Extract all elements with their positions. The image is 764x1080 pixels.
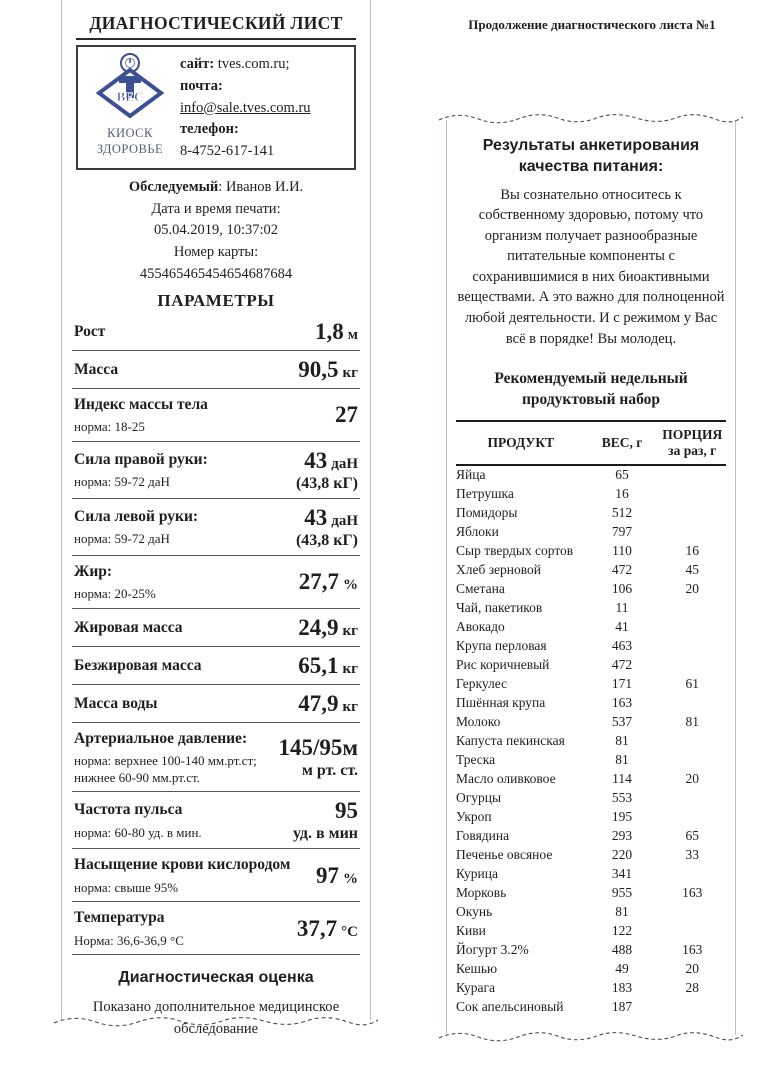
product-portion-cell bbox=[658, 694, 726, 713]
product-row bbox=[456, 542, 726, 561]
product-weight-cell: 293 bbox=[611, 827, 633, 843]
parameter-row bbox=[72, 499, 360, 556]
product-portion-cell bbox=[658, 618, 726, 637]
parameter-value: 43 bbox=[304, 504, 328, 530]
phone-value: 8-4752-617-141 bbox=[180, 143, 275, 159]
parameter-unit: % bbox=[343, 870, 358, 887]
product-portion-cell bbox=[658, 903, 726, 922]
parameter-value-line bbox=[315, 319, 358, 345]
assessment-text: Показано дополнительное медицинское обследование bbox=[92, 999, 340, 1037]
parameter-label: Частота пульса bbox=[74, 801, 183, 819]
parameter-left bbox=[74, 322, 315, 341]
product-row bbox=[456, 827, 726, 846]
product-portion-cell: 28 bbox=[685, 979, 699, 995]
product-weight-cell: 463 bbox=[611, 638, 633, 654]
product-weight-cell: 81 bbox=[615, 903, 629, 919]
recommendation-title-line1: Рекомендуемый недельный bbox=[494, 370, 688, 388]
parameter-value: 1,8 bbox=[315, 318, 344, 344]
product-row bbox=[456, 561, 726, 580]
parameter-left bbox=[74, 694, 298, 713]
parameter-row bbox=[72, 609, 360, 647]
card-number-value: 455465465454654687684 bbox=[139, 265, 293, 282]
parameter-label: Масса bbox=[74, 360, 119, 378]
site-label: сайт: bbox=[180, 56, 215, 72]
product-portion-cell: 45 bbox=[685, 562, 699, 578]
parameter-unit: °C bbox=[341, 923, 358, 940]
parameter-left bbox=[74, 729, 278, 787]
product-row bbox=[456, 789, 726, 808]
parameter-value: 27,7 bbox=[298, 569, 339, 594]
product-name-cell: Треска bbox=[456, 751, 496, 767]
product-name-cell: Курица bbox=[456, 865, 498, 881]
product-row bbox=[456, 580, 726, 599]
product-row bbox=[456, 770, 726, 789]
parameter-row bbox=[72, 442, 360, 499]
product-name-cell: Яйца bbox=[456, 467, 486, 483]
product-row bbox=[456, 504, 726, 523]
header-product: ПРОДУКТ bbox=[456, 421, 586, 465]
product-name-cell: Сок апельсиновый bbox=[456, 998, 564, 1014]
parameter-unit: м bbox=[347, 326, 358, 343]
parameter-value-block bbox=[293, 798, 358, 843]
product-weight-cell: 553 bbox=[611, 789, 633, 805]
parameter-row bbox=[72, 902, 360, 955]
product-row bbox=[456, 694, 726, 713]
product-portion-cell bbox=[658, 865, 726, 884]
product-portion-cell: 33 bbox=[685, 846, 699, 862]
product-row bbox=[456, 941, 726, 960]
parameter-left bbox=[74, 855, 316, 896]
parameter-value-line bbox=[316, 863, 358, 889]
product-portion-cell bbox=[658, 637, 726, 656]
parameter-label: Жир: bbox=[74, 562, 113, 580]
parameter-left bbox=[74, 360, 298, 379]
product-row bbox=[456, 922, 726, 941]
print-date-label: Дата и время печати: bbox=[151, 200, 281, 217]
parameter-left bbox=[74, 618, 298, 637]
parameter-value-block bbox=[299, 569, 358, 595]
product-name-cell: Геркулес bbox=[456, 676, 508, 692]
product-weight-cell: 472 bbox=[611, 562, 633, 578]
parameter-value-line bbox=[299, 569, 358, 595]
parameter-value-line bbox=[293, 798, 358, 824]
parameter-secondary-value: уд. в мин bbox=[292, 825, 358, 843]
parameter-value-line bbox=[298, 653, 358, 679]
product-weight-cell: 49 bbox=[615, 960, 629, 976]
kiosk-caption-line1: КИОСК bbox=[107, 126, 153, 140]
product-portion-cell bbox=[658, 751, 726, 770]
product-portion-cell bbox=[658, 808, 726, 827]
product-weight-cell: 187 bbox=[611, 998, 633, 1014]
product-row bbox=[456, 637, 726, 656]
product-row bbox=[456, 656, 726, 675]
parameter-unit: кг bbox=[342, 660, 358, 677]
product-weight-cell: 195 bbox=[611, 808, 633, 824]
product-portion-cell bbox=[658, 789, 726, 808]
svg-text:ВЕС: ВЕС bbox=[116, 89, 144, 104]
product-portion-cell: 20 bbox=[685, 960, 699, 976]
product-weight-cell: 122 bbox=[611, 922, 633, 938]
product-weight-cell: 81 bbox=[615, 751, 629, 767]
product-portion-cell bbox=[658, 599, 726, 618]
parameter-unit: кг bbox=[342, 622, 358, 639]
parameter-label: Сила левой руки: bbox=[74, 507, 199, 525]
parameter-value-block bbox=[298, 653, 358, 679]
parameter-value: 65,1 bbox=[298, 652, 339, 678]
parameter-value: 27 bbox=[335, 402, 358, 427]
product-weight-cell: 163 bbox=[611, 695, 633, 711]
product-name-cell: Крупа перловая bbox=[456, 638, 547, 654]
site-value: tves.com.ru; bbox=[214, 56, 290, 72]
parameter-label: Насыщение крови кислородом bbox=[74, 856, 291, 874]
product-portion-cell: 20 bbox=[685, 770, 699, 786]
parameter-left bbox=[74, 656, 298, 675]
survey-text: Вы сознательно относитесь к собственному здоровью, потому что организм получает разнообразные питательные компоненты с сохранившимися в них биоактивными веществами. А это важно для полноценной любой деятельности. И с режимом у Вас всё в порядке! Вы молодец. bbox=[457, 186, 725, 347]
parameter-value-line bbox=[298, 615, 358, 641]
patient-info bbox=[72, 177, 360, 286]
parameter-left bbox=[74, 507, 296, 548]
product-weight-cell: 220 bbox=[611, 846, 633, 862]
product-name-cell: Молоко bbox=[456, 714, 501, 730]
parameter-value-block bbox=[296, 505, 358, 550]
product-weight-cell: 110 bbox=[612, 543, 632, 559]
parameter-secondary-value: (43,8 кГ) bbox=[295, 531, 358, 549]
parameter-value: 43 bbox=[304, 447, 328, 473]
parameter-secondary-value: м рт. ст. bbox=[302, 761, 358, 779]
logo-column bbox=[80, 52, 180, 163]
parameter-row bbox=[72, 792, 360, 849]
parameter-norm: норма: 59-72 даН bbox=[74, 473, 170, 489]
header-weight: ВЕС, г bbox=[586, 421, 659, 465]
parameter-value-block bbox=[298, 691, 358, 717]
product-portion-cell bbox=[658, 732, 726, 751]
product-portion-cell bbox=[658, 922, 726, 941]
parameter-value-block bbox=[335, 402, 358, 428]
product-portion-cell bbox=[658, 465, 726, 485]
product-name-cell: Петрушка bbox=[456, 486, 514, 502]
parameter-label: Индекс массы тела bbox=[74, 395, 208, 413]
parameter-row bbox=[72, 556, 360, 609]
parameter-row bbox=[72, 685, 360, 723]
torn-edge-bottom bbox=[439, 1028, 743, 1044]
product-name-cell: Чай, пакетиков bbox=[456, 600, 543, 616]
parameter-norm: норма: 59-72 даН bbox=[74, 530, 170, 546]
products-header-row bbox=[456, 421, 726, 465]
torn-edge-top bbox=[439, 111, 743, 127]
parameter-row bbox=[72, 351, 360, 389]
parameter-unit: кг bbox=[342, 364, 358, 381]
assessment-title: Диагностическая оценка bbox=[118, 969, 314, 987]
product-weight-cell: 114 bbox=[612, 770, 632, 786]
products-body bbox=[456, 465, 726, 1016]
product-row bbox=[456, 808, 726, 827]
email-label: почта: bbox=[180, 77, 223, 94]
parameter-value: 37,7 bbox=[296, 915, 338, 941]
product-portion-cell bbox=[658, 523, 726, 542]
parameter-label: Безжировая масса bbox=[74, 656, 202, 674]
product-portion-cell: 61 bbox=[685, 676, 699, 692]
parameter-norm: норма: 60-80 уд. в мин. bbox=[74, 824, 202, 840]
parameter-value-block bbox=[278, 735, 358, 780]
parameter-value-line bbox=[296, 505, 358, 531]
product-weight-cell: 65 bbox=[615, 467, 629, 483]
contact-box bbox=[76, 45, 356, 170]
product-name-cell: Печенье овсяное bbox=[456, 846, 553, 862]
parameter-value-line bbox=[335, 402, 358, 428]
product-name-cell: Авокадо bbox=[456, 619, 505, 635]
kiosk-caption bbox=[80, 126, 180, 157]
parameter-row bbox=[72, 849, 360, 902]
patient-label: Обследуемый bbox=[128, 178, 219, 195]
parameter-value: 95 bbox=[335, 798, 358, 824]
product-name-cell: Огурцы bbox=[456, 789, 502, 805]
print-date-value: 05.04.2019, 10:37:02 bbox=[153, 222, 279, 239]
survey-title bbox=[456, 136, 726, 178]
product-portion-cell bbox=[658, 656, 726, 675]
product-portion-cell: 20 bbox=[685, 581, 699, 597]
parameter-norm: Норма: 36,6-36,9 °C bbox=[74, 932, 184, 948]
phone-label: телефон: bbox=[180, 121, 239, 138]
product-row bbox=[456, 751, 726, 770]
product-name-cell: Рис коричневый bbox=[456, 657, 550, 673]
product-weight-cell: 341 bbox=[611, 865, 633, 881]
patient-name-line bbox=[72, 177, 360, 199]
product-portion-cell: 163 bbox=[682, 941, 703, 957]
parameter-value-line bbox=[298, 691, 358, 717]
survey-title-line1: Результаты анкетирования bbox=[482, 137, 700, 154]
product-portion-cell: 163 bbox=[682, 884, 703, 900]
parameter-label: Температура bbox=[74, 909, 165, 927]
parameter-norm: норма: 20-25% bbox=[74, 585, 156, 601]
parameter-value-line bbox=[298, 357, 358, 383]
parameter-label: Сила правой руки: bbox=[74, 450, 208, 468]
product-name-cell: Кешью bbox=[456, 960, 498, 976]
product-portion-cell bbox=[658, 504, 726, 523]
product-weight-cell: 41 bbox=[615, 619, 629, 635]
product-portion-cell bbox=[658, 485, 726, 504]
parameter-value-block bbox=[298, 615, 358, 641]
product-name-cell: Укроп bbox=[456, 808, 492, 824]
parameter-value-block bbox=[315, 319, 358, 345]
tves-logo-icon bbox=[93, 89, 167, 124]
product-weight-cell: 955 bbox=[611, 884, 633, 900]
product-weight-cell: 106 bbox=[611, 581, 633, 597]
product-row bbox=[456, 979, 726, 998]
product-row bbox=[456, 713, 726, 732]
product-name-cell: Йогурт 3.2% bbox=[456, 941, 529, 957]
kiosk-caption-line2: ЗДОРОВЬЕ bbox=[96, 141, 164, 156]
product-portion-cell bbox=[658, 998, 726, 1017]
parameter-value-line bbox=[296, 448, 358, 474]
parameter-value-block bbox=[316, 863, 358, 889]
email-link[interactable]: info@sale.tves.com.ru bbox=[180, 99, 311, 116]
parameter-left bbox=[74, 395, 335, 436]
product-name-cell: Окунь bbox=[456, 903, 493, 919]
product-row bbox=[456, 903, 726, 922]
parameter-value-block bbox=[297, 916, 358, 942]
parameter-value-block bbox=[298, 357, 358, 383]
product-weight-cell: 171 bbox=[611, 676, 633, 692]
patient-name: : Иванов И.И. bbox=[218, 178, 304, 195]
parameter-label: Масса воды bbox=[74, 694, 158, 712]
parameter-unit: % bbox=[343, 577, 358, 593]
parameters-title: ПАРАМЕТРЫ bbox=[157, 290, 275, 310]
product-weight-cell: 797 bbox=[611, 524, 633, 540]
parameter-left bbox=[74, 908, 297, 949]
product-weight-cell: 11 bbox=[615, 600, 629, 616]
product-name-cell: Хлеб зерновой bbox=[456, 562, 542, 578]
product-portion-cell: 16 bbox=[685, 543, 699, 559]
product-name-cell: Сметана bbox=[456, 581, 505, 597]
parameter-label: Артериальное давление: bbox=[74, 729, 248, 747]
parameter-value: 97 bbox=[316, 862, 339, 888]
card-number-label: Номер карты: bbox=[173, 244, 259, 260]
product-name-cell: Курага bbox=[456, 979, 496, 995]
product-weight-cell: 183 bbox=[611, 979, 633, 995]
product-row bbox=[456, 884, 726, 903]
parameter-row bbox=[72, 313, 360, 351]
diagnostic-sheet bbox=[61, 0, 371, 1037]
parameter-norm: норма: свыше 95% bbox=[74, 879, 179, 895]
parameter-left bbox=[74, 450, 296, 491]
contact-site bbox=[180, 54, 350, 76]
product-weight-cell: 81 bbox=[615, 733, 629, 748]
parameter-row bbox=[72, 723, 360, 793]
parameter-value: 90,5 bbox=[298, 356, 339, 382]
parameter-unit: даН bbox=[331, 455, 358, 472]
product-row bbox=[456, 599, 726, 618]
parameter-value: 47,9 bbox=[298, 690, 339, 716]
parameter-value-block bbox=[296, 448, 358, 493]
product-name-cell: Капуста пекинская bbox=[456, 733, 565, 748]
product-portion-cell: 81 bbox=[685, 714, 699, 730]
continuation-title: Продолжение диагностического листа №1 bbox=[468, 17, 716, 32]
product-row bbox=[456, 732, 726, 751]
product-row bbox=[456, 675, 726, 694]
product-row bbox=[456, 618, 726, 637]
recommendation-title bbox=[460, 369, 722, 411]
parameters-list bbox=[72, 313, 360, 956]
product-name-cell: Морковь bbox=[456, 884, 507, 900]
product-row bbox=[456, 846, 726, 865]
parameter-unit: даН bbox=[331, 512, 358, 529]
product-row bbox=[456, 865, 726, 884]
product-name-cell: Сыр твердых сортов bbox=[456, 543, 574, 559]
product-row bbox=[456, 523, 726, 542]
parameter-value: 145/95м bbox=[278, 734, 358, 760]
product-portion-cell: 65 bbox=[685, 827, 699, 843]
product-row bbox=[456, 465, 726, 485]
parameter-label: Рост bbox=[74, 322, 106, 340]
product-weight-cell: 537 bbox=[611, 714, 633, 730]
contact-details bbox=[180, 52, 350, 163]
product-name-cell: Говядина bbox=[456, 827, 510, 843]
parameter-norm: норма: верхнее 100-140 мм.рт.ст; нижнее 60-90 мм.рт.ст. bbox=[74, 752, 257, 785]
parameter-left bbox=[74, 562, 299, 603]
survey-title-line2: качества питания: bbox=[518, 157, 664, 175]
product-name-cell: Масло оливковое bbox=[456, 770, 556, 786]
product-row bbox=[456, 960, 726, 979]
product-name-cell: Помидоры bbox=[456, 505, 518, 521]
product-weight-cell: 472 bbox=[611, 657, 633, 673]
product-name-cell: Пшённая крупа bbox=[456, 695, 546, 711]
header-portion: ПОРЦИЯ за раз, г bbox=[658, 421, 726, 465]
product-name-cell: Яблоки bbox=[456, 524, 499, 540]
parameter-left bbox=[74, 800, 293, 841]
parameter-value-line bbox=[297, 916, 358, 942]
product-weight-cell: 16 bbox=[615, 486, 629, 502]
recommendation-title-line2: продуктовый набор bbox=[521, 391, 661, 409]
page-title: ДИАГНОСТИЧЕСКИЙ ЛИСТ bbox=[76, 0, 356, 40]
product-weight-cell: 512 bbox=[611, 505, 633, 521]
product-weight-cell: 488 bbox=[611, 941, 633, 957]
product-row bbox=[456, 998, 726, 1017]
torn-edge-bottom bbox=[54, 1013, 378, 1029]
parameter-value: 24,9 bbox=[298, 614, 339, 640]
survey-sheet bbox=[446, 120, 736, 1035]
parameter-norm: норма: 18-25 bbox=[74, 418, 145, 434]
parameter-label: Жировая масса bbox=[74, 618, 183, 636]
product-row bbox=[456, 485, 726, 504]
products-table bbox=[456, 420, 726, 1016]
parameter-secondary-value: (43,8 кГ) bbox=[295, 474, 358, 492]
parameter-row bbox=[72, 647, 360, 685]
product-name-cell: Киви bbox=[456, 922, 486, 938]
parameter-row bbox=[72, 389, 360, 442]
parameter-value-line bbox=[278, 735, 358, 761]
parameter-unit: кг bbox=[342, 698, 358, 715]
